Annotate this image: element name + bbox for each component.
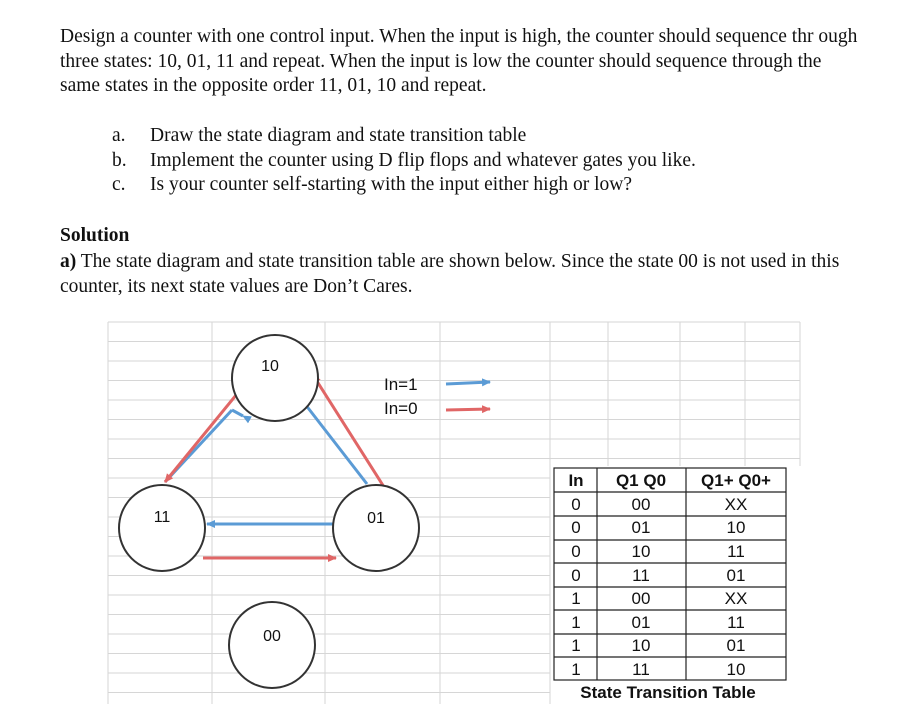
task-text: Is your counter self-starting with the input either high or low? <box>150 174 632 195</box>
table-cell: 11 <box>727 542 745 561</box>
state-label: 10 <box>261 358 279 375</box>
state-01 <box>333 485 419 571</box>
table-cell: 01 <box>631 518 651 537</box>
part-label: a) <box>60 251 77 272</box>
table-cell: 0 <box>571 518 581 537</box>
solution-sentence: The state diagram and state transition table are shown below. Since the state 00 is not used in this counter, its next state values are Don’t Cares. <box>60 251 840 297</box>
table-cell: 10 <box>631 636 651 655</box>
table-cell: 00 <box>631 589 651 608</box>
task-text: Implement the counter using D flip flops and whatever gates you like. <box>150 149 696 171</box>
table-cell: 1 <box>571 636 581 655</box>
legend-in0-arrow <box>446 409 490 410</box>
state-10 <box>232 335 318 421</box>
state-00 <box>229 602 315 688</box>
table-row <box>571 589 747 608</box>
table-cell: 10 <box>726 518 746 537</box>
table-cell: 0 <box>571 542 581 561</box>
arrow-11-to-10-in1-head <box>232 410 243 416</box>
state-label: 00 <box>263 628 281 645</box>
arrow-01-to-10-in0 <box>313 375 384 487</box>
table-header <box>568 471 771 490</box>
table-lines <box>554 468 786 680</box>
table-cell: 1 <box>571 613 581 632</box>
solution-heading: Solution <box>60 225 130 246</box>
table-cell: 00 <box>631 495 651 514</box>
table-cell: 1 <box>571 589 581 608</box>
table-cell: 11 <box>727 613 745 632</box>
header-in: In <box>568 471 584 490</box>
table-caption: State Transition Table <box>580 683 756 702</box>
table-cell: 0 <box>571 566 581 585</box>
grid-background <box>108 322 800 704</box>
table-cell: XX <box>724 589 748 608</box>
state-11 <box>119 485 205 571</box>
table-cell: 0 <box>571 495 581 514</box>
task-text: Draw the state diagram and state transition table <box>150 125 527 146</box>
task-letter: a. <box>112 125 126 146</box>
table-cell: 01 <box>631 613 651 632</box>
table-cell: 10 <box>631 542 651 561</box>
table-cell: 11 <box>632 660 650 679</box>
legend-in0-label: In=0 <box>384 399 418 418</box>
legend <box>384 375 490 418</box>
table-cell: 01 <box>726 566 746 585</box>
problem-statement: Design a counter with one control input. When the input is high, the counter should sequence thr ough three states: 10, 01, 11 and repeat. When the input is low the counter should sequence through the same states in the opposite order 11, 01, 10 and repeat. <box>60 26 858 96</box>
table-cell: 11 <box>632 566 650 585</box>
state-label: 11 <box>153 509 171 526</box>
legend-in1-arrow <box>446 382 490 384</box>
table-cell: 1 <box>571 660 581 679</box>
table-cell: XX <box>724 495 748 514</box>
legend-in1-label: In=1 <box>384 375 418 394</box>
table-cell: 01 <box>726 636 746 655</box>
table-row <box>571 495 747 514</box>
task-letter: c. <box>112 174 126 195</box>
states <box>119 335 419 688</box>
state-transition-table <box>554 468 786 702</box>
header-next-state: Q1+ Q0+ <box>701 471 771 490</box>
state-label: 01 <box>367 510 385 527</box>
task-letter: b. <box>112 149 127 171</box>
header-present-state: Q1 Q0 <box>615 471 667 490</box>
table-cell: 10 <box>726 660 746 679</box>
